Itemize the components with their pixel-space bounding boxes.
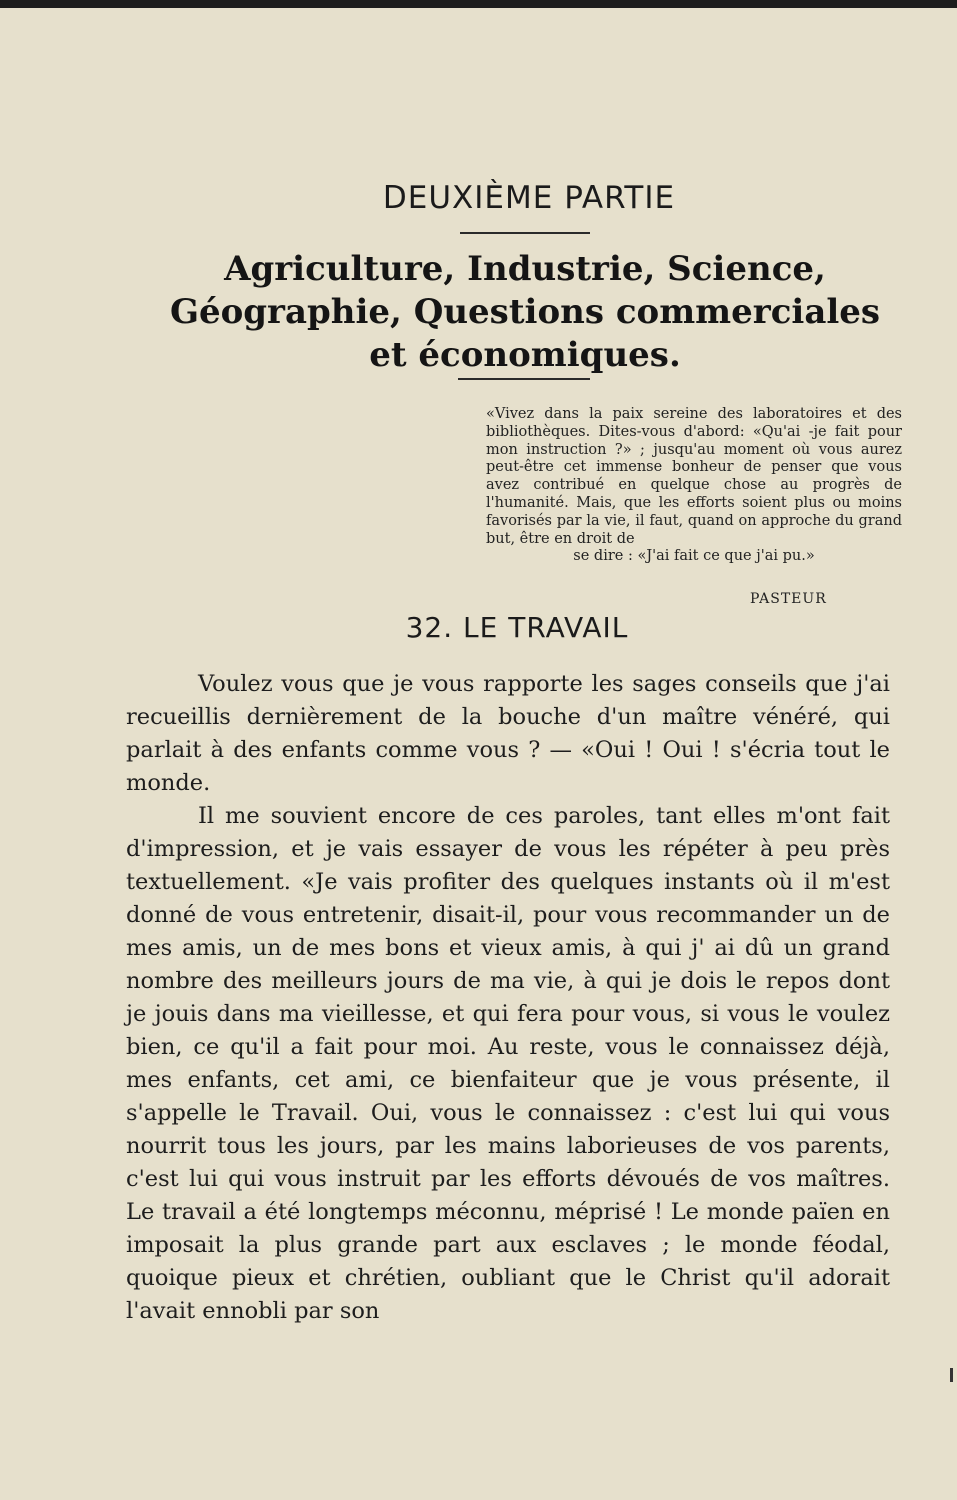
page-edge-mark xyxy=(950,1368,953,1382)
part-title: DEUXIÈME PARTIE xyxy=(382,180,676,216)
chapter-title: 32. LE TRAVAIL xyxy=(405,611,629,644)
section-heading: Agriculture, Industrie, Science, Géographie, Questions commerciales et économiques. xyxy=(169,249,881,375)
epigraph-last-line: se dire : «J'ai fait ce que j'ai pu.» xyxy=(573,548,815,565)
body-text xyxy=(126,668,890,1328)
epigraph xyxy=(486,406,902,566)
paragraph: Voulez vous que je vous rapporte les sages conseils que j'ai recueillis dernièrement de la bouche d'un maître vénéré, qui parlait à des enfants comme vous ? — «Oui ! Oui ! s'écria tout le monde. xyxy=(126,671,890,796)
divider-rule xyxy=(460,232,590,234)
epigraph-text: «Vivez dans la paix sereine des laboratoires et des bibliothèques. Dites-vous d'abord: «Qu'ai -je fait pour mon instruction ?» ; jusqu'au moment où vous aurez peut-être cet immense bonheur de penser que vous avez contribué en quelque chose au progrès de l'humanité. Mais, que les efforts soient plus ou moins favorisés par la vie, il faut, quand on approche du grand but, être en droit de xyxy=(486,406,902,547)
epigraph-author: PASTEUR xyxy=(750,591,827,607)
paragraph: Il me souvient encore de ces paroles, tant elles m'ont fait d'impression, et je vais essayer de vous les répéter à peu près textuellement. «Je vais profiter des quelques instants où il m'est donné de vous entretenir, disait-il, pour vous recommander un de mes amis, un de mes bons et vieux amis, à qui j' ai dû un grand nombre des meilleurs jours de ma vie, à qui je dois le repos dont je jouis dans ma vieillesse, et qui fera pour vous, si vous le voulez bien, ce qu'il a fait pour moi. Au reste, vous le connaissez déjà, mes enfants, cet ami, ce bienfaiteur que je vous présente, il s'appelle le Travail. Oui, vous le connaissez : c'est lui qui vous nourrit tous les jours, par les mains laborieuses de vos parents, c'est lui qui vous instruit par les efforts dévoués de vos maîtres. Le travail a été longtemps méconnu, méprisé ! Le monde païen en imposait la plus grande part aux esclaves ; le monde féodal, quoique pieux et chrétien, oubliant que le Christ qu'il adorait l'avait ennobli par son xyxy=(126,803,890,1324)
book-page xyxy=(0,8,957,1500)
divider-rule xyxy=(458,378,590,380)
